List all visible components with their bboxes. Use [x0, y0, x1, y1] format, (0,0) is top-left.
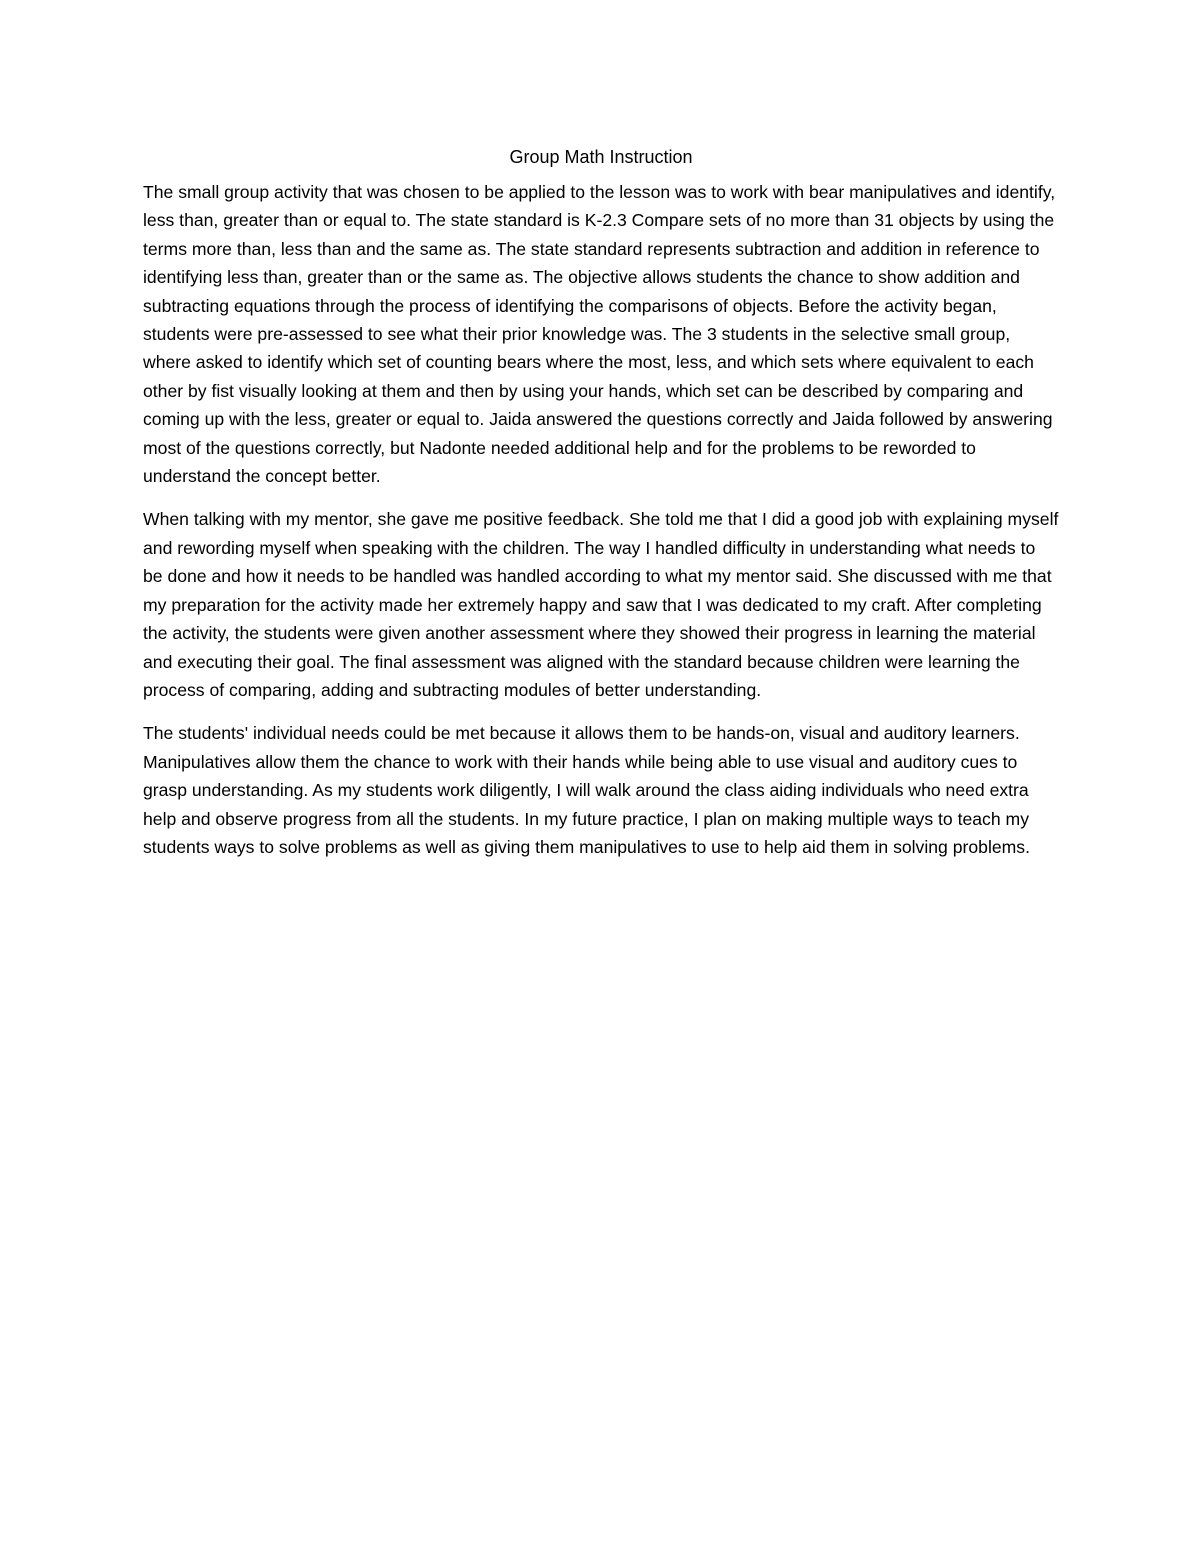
- paragraph-3: The students' individual needs could be met because it allows them to be hands-on, visual and auditory learners. Manipulatives allow them the chance to work with their hands while being able to use visual and auditory cues to grasp understanding. As my students work diligently, I will walk around the class aiding individuals who need extra help and observe progress from all the students. In my future practice, I plan on making multiple ways to teach my students ways to solve problems as well as giving them manipulatives to use to help aid them in solving problems.: [143, 723, 1030, 857]
- document-body: [143, 143, 1059, 876]
- document-title: Group Math Instruction: [509, 147, 693, 167]
- paragraph-1: The small group activity that was chosen to be applied to the lesson was to work with bear manipulatives and identify, less than, greater than or equal to. The state standard is K-2.3 Compare sets of no more than 31 objects by using the terms more than, less than and the same as. The state standard represents subtraction and addition in reference to identifying less than, greater than or the same as. The objective allows students the chance to show addition and subtracting equations through the process of identifying the comparisons of objects. Before the activity began, students were pre-assessed to see what their prior knowledge was. The 3 students in the selective small group, where asked to identify which set of counting bears where the most, less, and which sets where equivalent to each other by fist visually looking at them and then by using your hands, which set can be described by comparing and coming up with the less, greater or equal to. Jaida answered the questions correctly and Jaida followed by answering most of the questions correctly, but Nadonte needed additional help and for the problems to be reworded to understand the concept better.: [143, 182, 1056, 487]
- paragraph-2: When talking with my mentor, she gave me positive feedback. She told me that I did a good job with explaining myself and rewording myself when speaking with the children. The way I handled difficulty in understanding what needs to be done and how it needs to be handled was handled according to what my mentor said. She discussed with me that my preparation for the activity made her extremely happy and saw that I was dedicated to my craft. After completing the activity, the students were given another assessment where they showed their progress in learning the material and executing their goal. The final assessment was aligned with the standard because children were learning the process of comparing, adding and subtracting modules of better understanding.: [143, 509, 1059, 700]
